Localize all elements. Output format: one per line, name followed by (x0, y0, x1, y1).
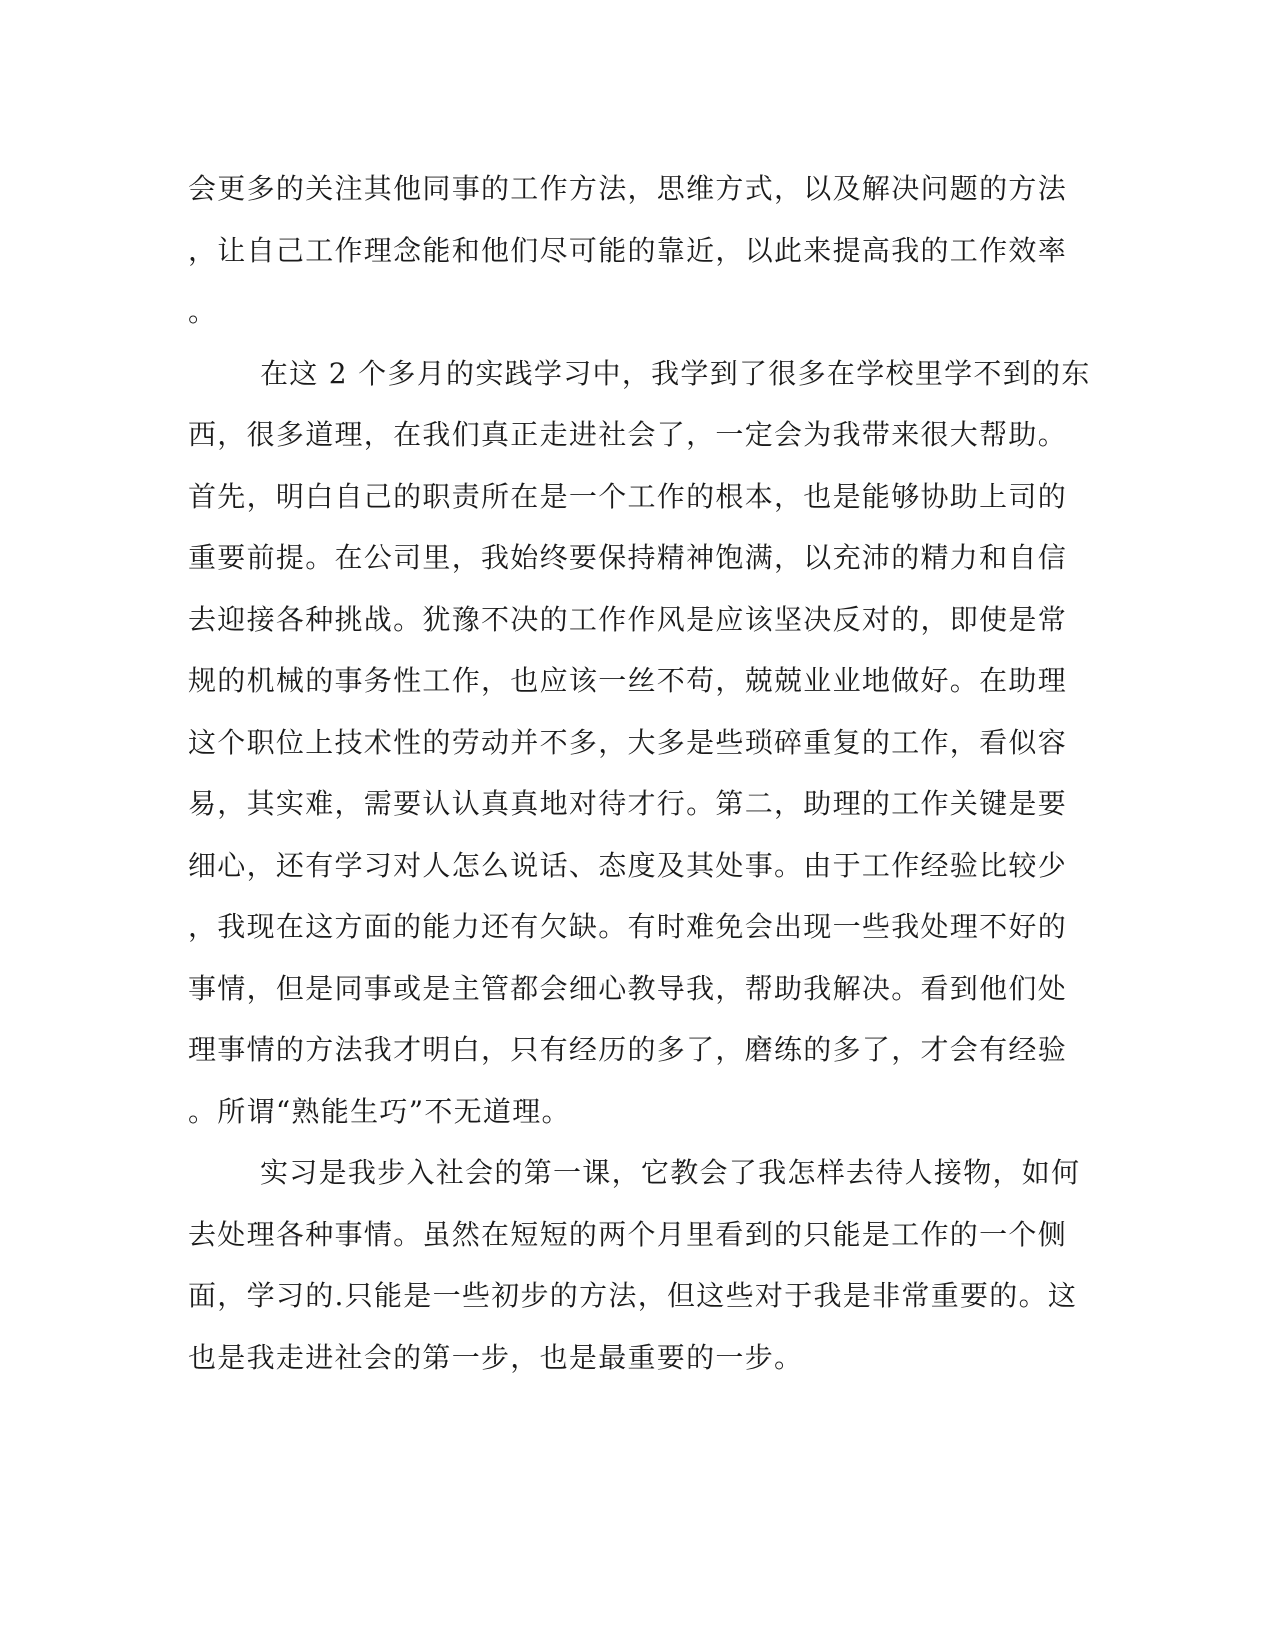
paragraph-2-line-10: ，我现在这方面的能力还有欠缺。有时难免会出现一些我处理不好的 (188, 910, 1068, 943)
document-body (188, 158, 1091, 1388)
paragraph-2-line-4: 重要前提。在公司里，我始终要保持精神饱满，以充沛的精力和自信 (188, 541, 1068, 574)
paragraph-line-2: ，让自己工作理念能和他们尽可能的靠近，以此来提高我的工作效率 (188, 233, 1068, 267)
paragraph-3-line-2: 去处理各种事情。虽然在短短的两个月里看到的只能是工作的一个侧 (188, 1217, 1068, 1251)
paragraph-3-line-3: 面，学习的.只能是一些初步的方法，但这些对于我是非常重要的。这 (188, 1279, 1078, 1312)
paragraph-2-line-2: 西，很多道理，在我们真正走进社会了，一定会为我带来很大帮助。 (188, 418, 1068, 451)
paragraph-line-1: 会更多的关注其他同事的工作方法，思维方式，以及解决问题的方法 (188, 172, 1068, 205)
paragraph-3-line-4: 也是我走进社会的第一步，也是最重要的一步。 (188, 1340, 804, 1374)
paragraph-2-line-9: 细心，还有学习对人怎么说话、态度及其处事。由于工作经验比较少 (188, 848, 1068, 882)
paragraph-2-line-6: 规的机械的事务性工作，也应该一丝不苟，兢兢业业地做好。在助理 (188, 664, 1068, 697)
paragraph-line-3: 。 (188, 295, 218, 328)
paragraph-2-line-12: 理事情的方法我才明白，只有经历的多了，磨练的多了，才会有经验 (188, 1033, 1068, 1066)
paragraph-2-line-11: 事情，但是同事或是主管都会细心教导我，帮助我解决。看到他们处 (188, 971, 1068, 1005)
paragraph-2-line-8: 易，其实难，需要认认真真地对待才行。第二，助理的工作关键是要 (188, 787, 1068, 820)
paragraph-3-line-1: 实习是我步入社会的第一课，它教会了我怎样去待人接物，如何 (260, 1156, 1081, 1189)
paragraph-2-line-1: 在这 2 个多月的实践学习中，我学到了很多在学校里学不到的东 (260, 356, 1091, 390)
paragraph-2-line-3: 首先，明白自己的职责所在是一个工作的根本，也是能够协助上司的 (188, 479, 1068, 513)
paragraph-2-line-13: 。所谓“熟能生巧”不无道理。 (188, 1094, 571, 1128)
paragraph-2-line-7: 这个职位上技术性的劳动并不多，大多是些琐碎重复的工作，看似容 (188, 725, 1068, 759)
paragraph-2-line-5: 去迎接各种挑战。犹豫不决的工作作风是应该坚决反对的，即使是常 (188, 602, 1068, 636)
